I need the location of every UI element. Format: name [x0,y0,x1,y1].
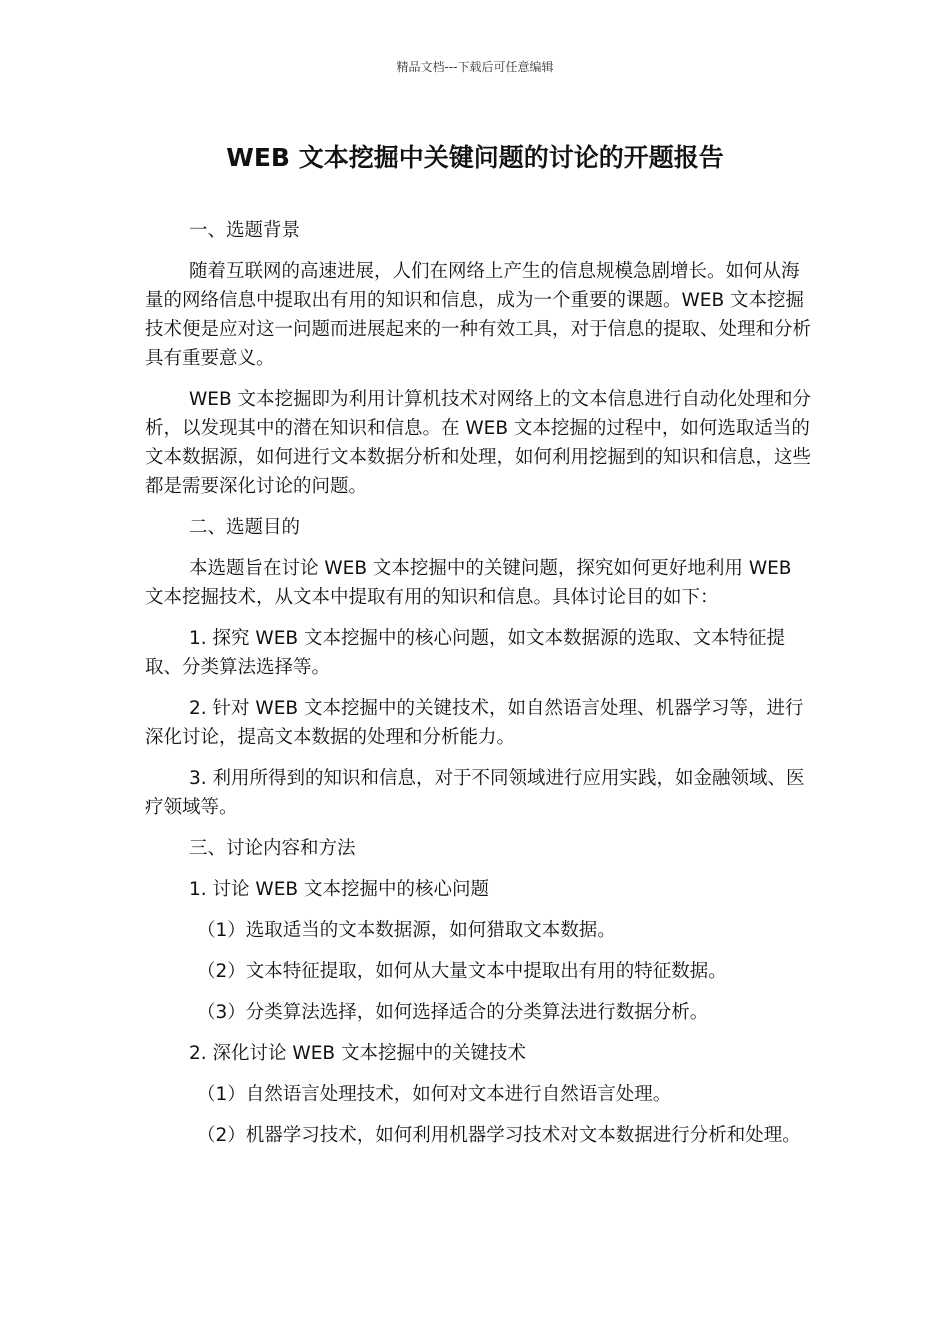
background-paragraph-2: WEB 文本挖掘即为利用计算机技术对网络上的文本信息进行自动化处理和分析，以发现其中的潜在知识和信息。在 WEB 文本挖掘的过程中，如何选取适当的文本数据源，如何进行文本数据分析和处理，如何利用挖掘到的知识和信息，这些都是需要深化讨论的问题。 [145,389,812,497]
purpose-item-1: 1. 探究 WEB 文本挖掘中的核心问题，如文本数据源的选取、文本特征提取、分类算法选择等。 [145,628,785,678]
methods-part1-heading: 1. 讨论 WEB 文本挖掘中的核心问题 [189,879,489,900]
methods-part1-item-2: （2）文本特征提取，如何从大量文本中提取出有用的特征数据。 [197,961,727,982]
page-header: 精品文档---下载后可任意编辑 [396,60,554,74]
methods-part2-heading: 2. 深化讨论 WEB 文本挖掘中的关键技术 [189,1043,526,1064]
methods-part1-item-1: （1）选取适当的文本数据源，如何猎取文本数据。 [197,920,616,941]
document-body [145,216,812,1150]
purpose-item-3: 3. 利用所得到的知识和信息，对于不同领域进行应用实践，如金融领域、医疗领域等。 [145,768,805,818]
section-heading-background: 一、选题背景 [189,220,301,241]
methods-part2-item-2: （2）机器学习技术，如何利用机器学习技术对文本数据进行分析和处理。 [197,1125,801,1146]
methods-part1-item-3: （3）分类算法选择，如何选择适合的分类算法进行数据分析。 [197,1002,709,1023]
methods-part2-item-1: （1）自然语言处理技术，如何对文本进行自然语言处理。 [197,1084,672,1105]
section-heading-methods: 三、讨论内容和方法 [189,838,356,859]
section-heading-purpose: 二、选题目的 [189,517,301,538]
background-paragraph-1: 随着互联网的高速进展，人们在网络上产生的信息规模急剧增长。如何从海量的网络信息中提取出有用的知识和信息，成为一个重要的课题。WEB 文本挖掘技术便是应对这一问题而进展起来的一种有效工具，对于信息的提取、处理和分析具有重要意义。 [145,261,812,369]
purpose-intro: 本选题旨在讨论 WEB 文本挖掘中的关键问题，探究如何更好地利用 WEB 文本挖掘技术，从文本中提取有用的知识和信息。具体讨论目的如下： [145,558,792,608]
purpose-item-2: 2. 针对 WEB 文本挖掘中的关键技术，如自然语言处理、机器学习等，进行深化讨论，提高文本数据的处理和分析能力。 [145,698,804,748]
document-title: WEB 文本挖掘中关键问题的讨论的开题报告 [226,143,724,172]
